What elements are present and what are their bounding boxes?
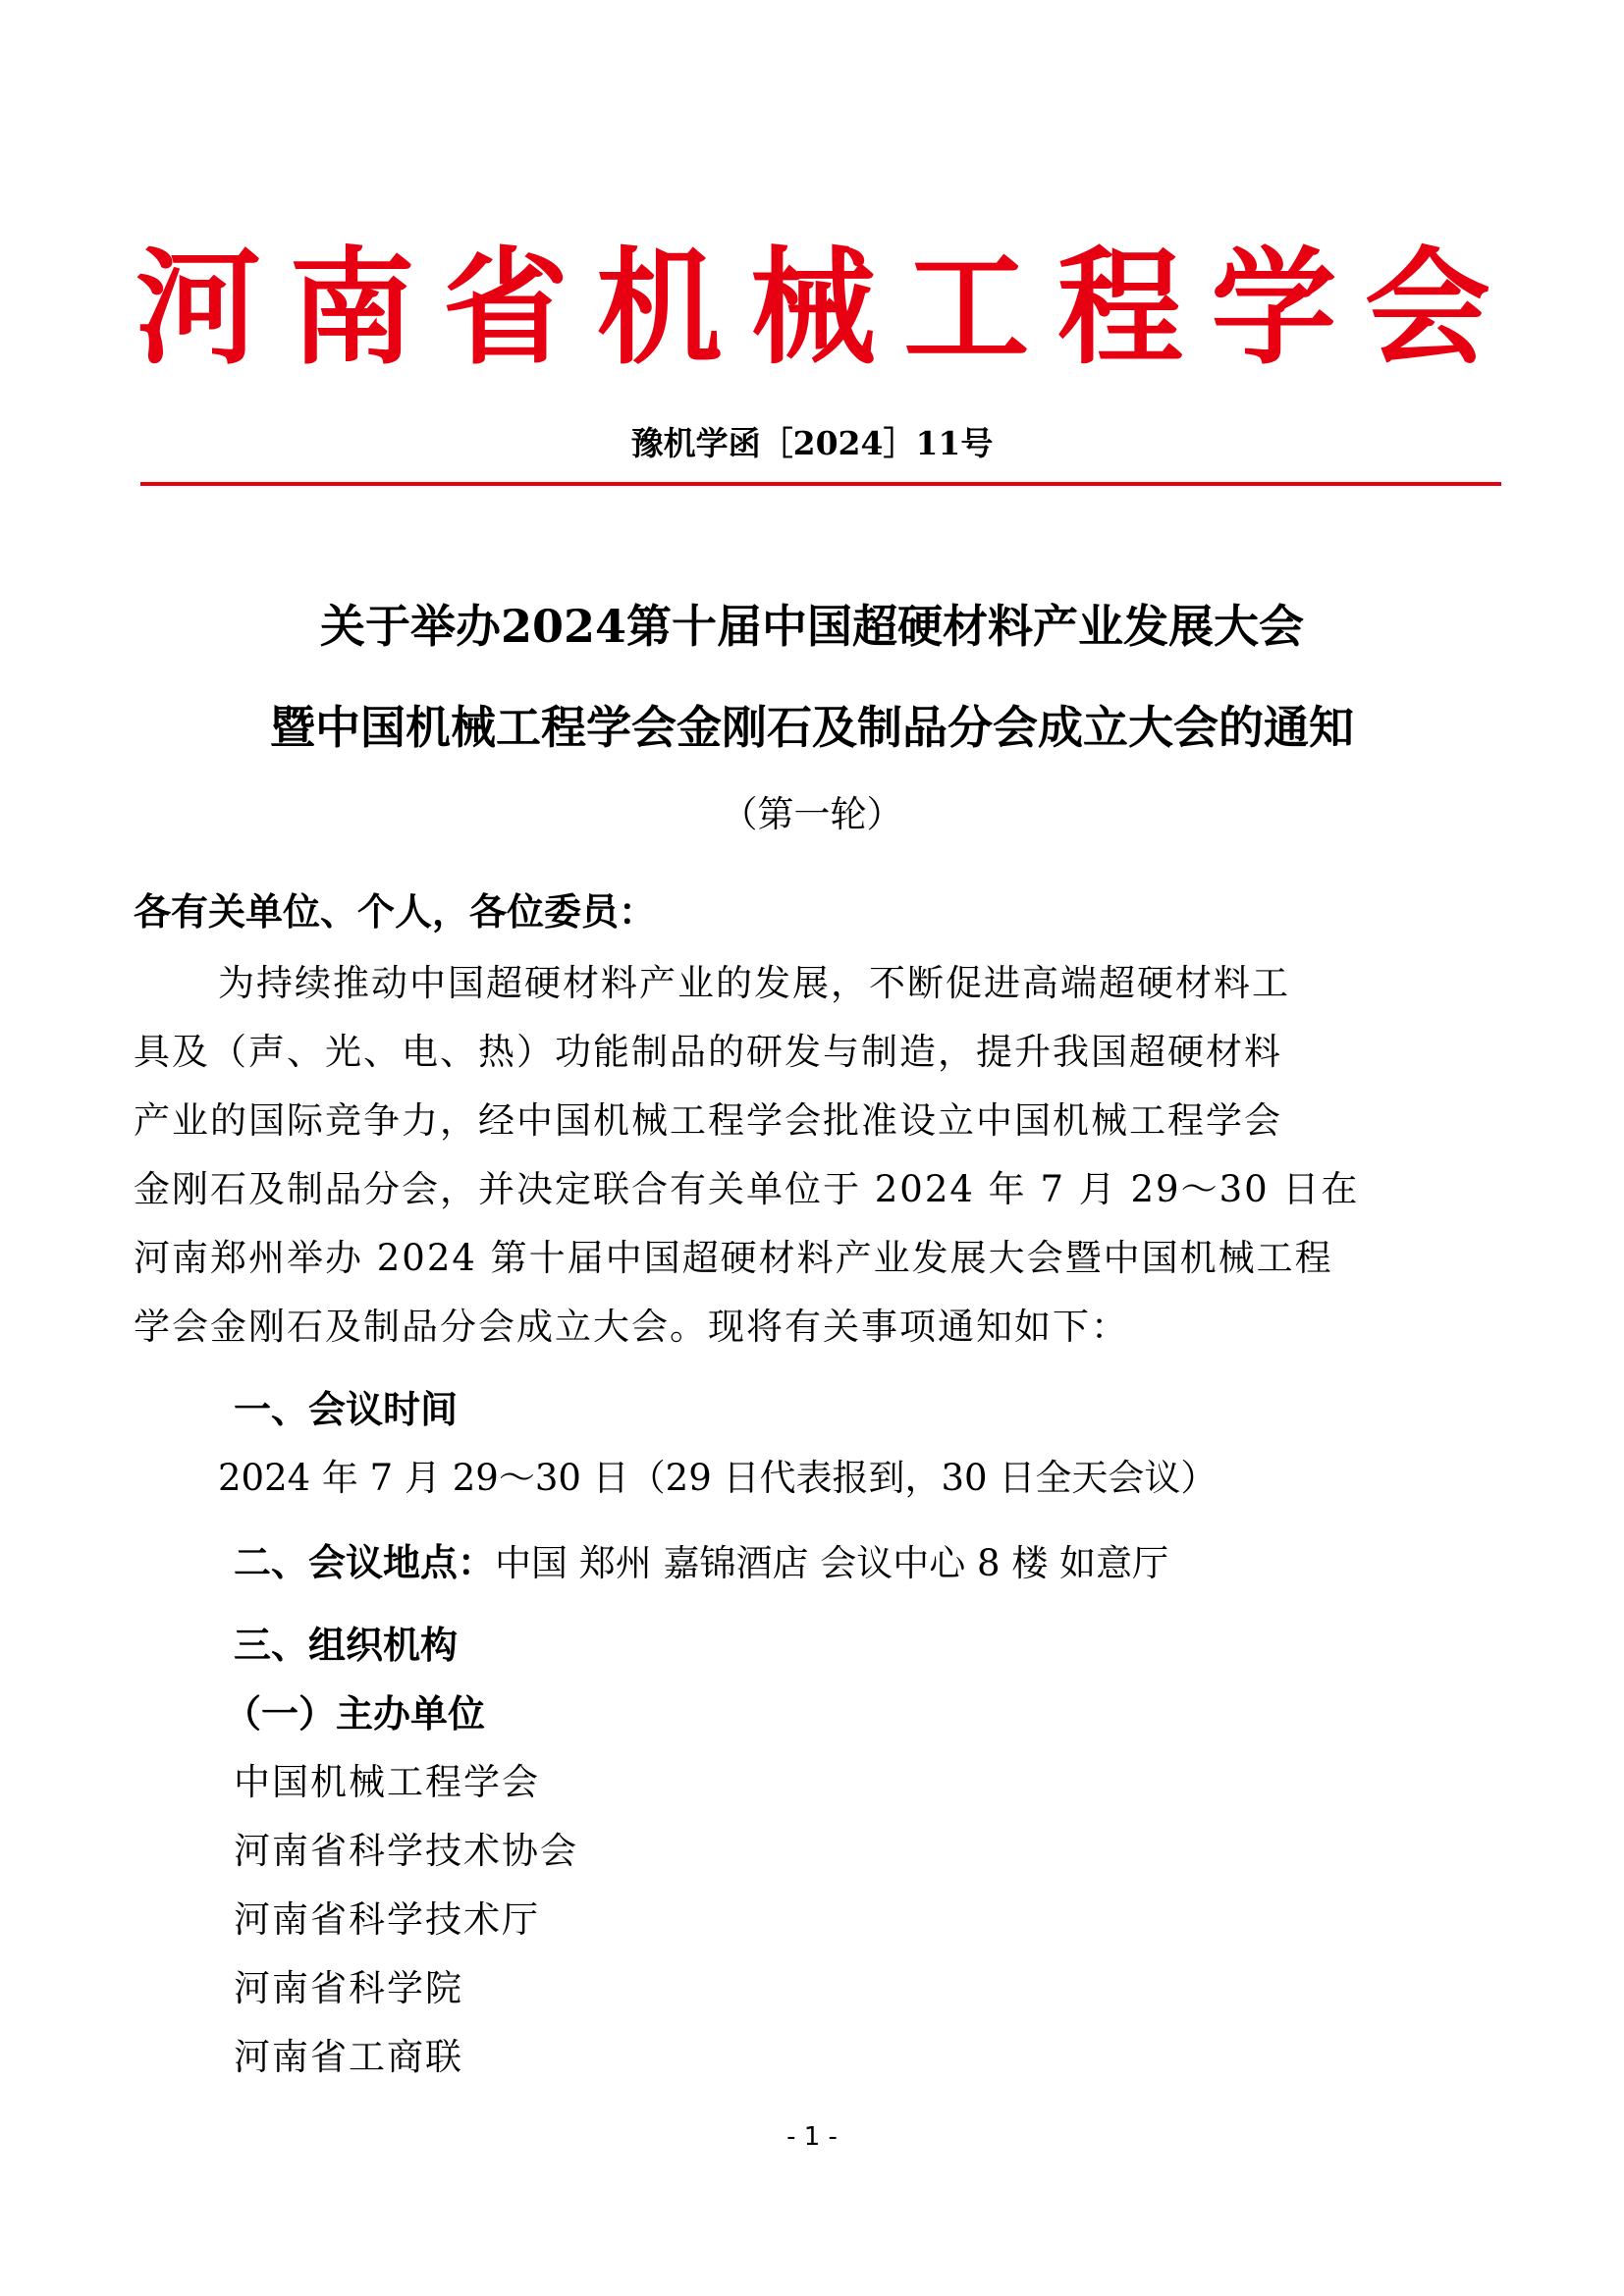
notice-round-label: （第一轮） [721, 793, 903, 835]
document-number: 豫机学函［2024］11号 [630, 424, 994, 462]
org-char: 程 [1056, 236, 1183, 382]
meeting-time: 2024 年 7 月 29～30 日（29 日代表报到，30 日全天会议） [218, 1457, 1218, 1499]
page-number: - 1 - [786, 2122, 838, 2152]
intro-line: 学会金刚石及制品分会成立大会。现将有关事项通知如下： [134, 1306, 1129, 1348]
notice-title-line-1: 关于举办2024第十届中国超硬材料产业发展大会 [319, 600, 1305, 653]
org-char: 南 [289, 236, 415, 382]
section-1-heading: 一、会议时间 [234, 1387, 459, 1431]
salutation: 各有关单位、个人，各位委员： [134, 889, 657, 934]
host-unit-item: 河南省科学技术协会 [234, 1830, 578, 1872]
letterhead-org-name [135, 231, 1490, 388]
host-unit-item: 中国机械工程学会 [234, 1761, 540, 1803]
org-char: 工 [903, 236, 1030, 382]
org-char: 机 [596, 236, 723, 382]
org-char: 河 [135, 236, 262, 382]
host-unit-item: 河南省科学院 [234, 1967, 463, 2009]
section-2-row [234, 1537, 1168, 1589]
intro-line: 金刚石及制品分会，并决定联合有关单位于 2024 年 7 月 29～30 日在 [134, 1168, 1360, 1210]
org-char: 械 [749, 236, 876, 382]
letterhead-divider [140, 482, 1501, 486]
host-units-heading: （一）主办单位 [224, 1691, 486, 1735]
host-unit-item: 河南省工商联 [234, 2036, 463, 2078]
meeting-venue: 中国 郑州 嘉锦酒店 会议中心 8 楼 如意厅 [495, 1542, 1169, 1584]
notice-title-line-2: 暨中国机械工程学会金刚石及制品分会成立大会的通知 [270, 701, 1354, 754]
host-unit-item: 河南省科学技术厅 [234, 1898, 540, 1941]
intro-line: 具及（声、光、电、热）功能制品的研发与制造，提升我国超硬材料 [134, 1031, 1282, 1073]
intro-line: 产业的国际竞争力，经中国机械工程学会批准设立中国机械工程学会 [134, 1099, 1282, 1142]
section-2-heading: 二、会议地点： [234, 1540, 496, 1584]
org-char: 省 [442, 236, 568, 382]
section-3-heading: 三、组织机构 [234, 1623, 459, 1667]
intro-line: 河南郑州举办 2024 第十届中国超硬材料产业发展大会暨中国机械工程 [134, 1237, 1333, 1279]
org-char: 会 [1364, 236, 1490, 382]
intro-line: 为持续推动中国超硬材料产业的发展，不断促进高端超硬材料工 [218, 962, 1290, 1004]
org-char: 学 [1211, 236, 1337, 382]
